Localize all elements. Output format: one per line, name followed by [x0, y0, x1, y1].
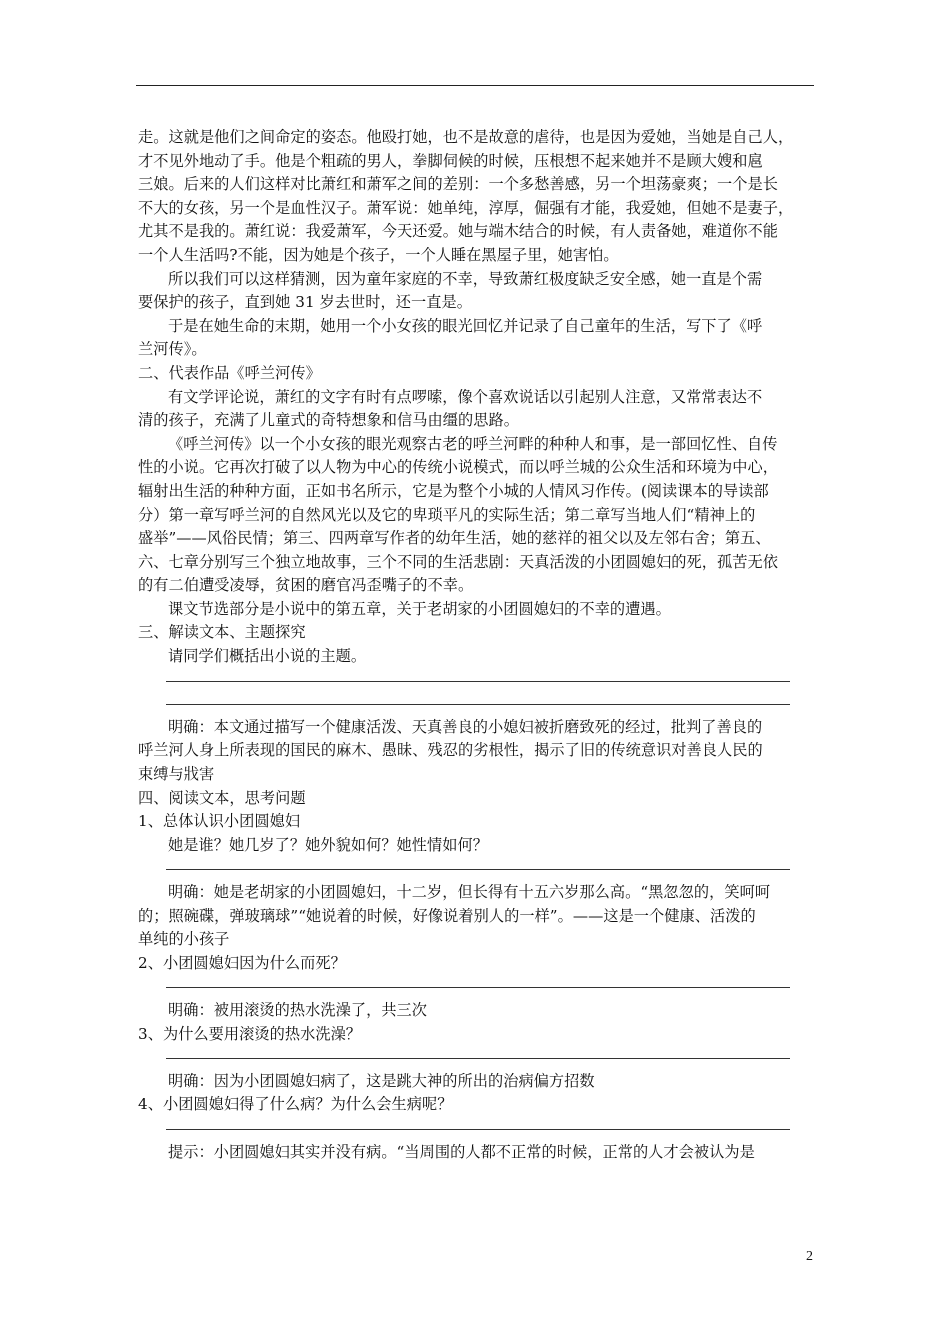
text-line: 性的小说。它再次打破了以人物为中心的传统小说模式，而以呼兰城的公众生活和环境为中心， — [138, 458, 778, 477]
text-line: 的有二伯遭受凌辱，贫困的磨官冯歪嘴子的不幸。 — [138, 576, 474, 595]
text-line: 4、小团圆媳妇得了什么病？为什么会生病呢？ — [138, 1095, 453, 1114]
text-line: 才不见外地动了手。他是个粗疏的男人，拳脚伺候的时候，压根想不起来她并不是顾大嫂和扈 — [138, 151, 763, 170]
answer-line — [138, 669, 824, 693]
text-line: 三、解读文本、主题探究 — [138, 623, 306, 642]
text-line: 提示：小团圆媳妇其实并没有病。“当周围的人都不正常的时候，正常的人才会被认为是 — [168, 1142, 755, 1161]
text-line: 3、为什么要用滚烫的热水洗澡？ — [138, 1024, 362, 1043]
text-line: 走。这就是他们之间命定的姿态。他殴打她，也不是故意的虐待，也是因为爱她，当她是自己人， — [138, 128, 794, 146]
text-line: 她是谁？她几岁了？她外貌如何？她性情如何？ — [168, 835, 488, 854]
text-line: 课文节选部分是小说中的第五章，关于老胡家的小团圆媳妇的不幸的遭遇。 — [168, 599, 671, 618]
text-line: 分）第一章写呼兰河的自然风光以及它的卑琐平凡的实际生活；第二章写当地人们“精神上的 — [138, 505, 756, 524]
text-line: 六、七章分别写三个独立地故事，三个不同的生活悲剧：天真活泼的小团圆媳妇的死，孤苦无依 — [138, 552, 778, 571]
text-line: 《呼兰河传》以一个小女孩的眼光观察古老的呼兰河畔的种种人和事，是一部回忆性、自传 — [168, 434, 778, 453]
text-line: 请同学们概括出小说的主题。 — [168, 647, 367, 666]
answer-line — [138, 1117, 824, 1141]
text-line: 二、代表作品《呼兰河传》 — [138, 363, 321, 382]
answer-line — [138, 692, 824, 716]
text-line: 不大的女孩，另一个是血性汉子。萧军说：她单纯，淳厚，倔强有才能，我爱她，但她不是妻子， — [138, 198, 794, 217]
header-rule — [136, 85, 814, 86]
text-line: 1、总体认识小团圆媳妇 — [138, 812, 301, 831]
text-line: 明确：被用滚烫的热水洗澡了，共三次 — [168, 1000, 428, 1019]
text-line: 单纯的小孩子 — [138, 930, 230, 949]
text-line: 四、阅读文本，思考问题 — [138, 788, 306, 807]
text-line: 三娘。后来的人们这样对比萧红和萧军之间的差别：一个多愁善感，另一个坦荡豪爽；一个是长 — [138, 175, 778, 194]
text-line: 要保护的孩子，直到她 31 岁去世时，还一直是。 — [138, 293, 472, 312]
text-line: 一个人生活吗?不能，因为她是个孩子，一个人睡在黑屋子里，她害怕。 — [138, 245, 619, 264]
text-line: 明确：本文通过描写一个健康活泼、天真善良的小媳妇被折磨致死的经过，批判了善良的 — [168, 717, 763, 736]
text-line: 呼兰河人身上所表现的国民的麻木、愚昧、残忍的劣根性，揭示了旧的传统意识对善良人民的 — [138, 741, 763, 760]
text-line: 兰河传》。 — [138, 340, 207, 359]
text-line: 明确：因为小团圆媳妇病了，这是跳大神的所出的治病偏方招数 — [168, 1071, 595, 1090]
text-line: 辐射出生活的种种方面，正如书名所示，它是为整个小城的人情风习作传。(阅读课本的导读部 — [138, 481, 769, 500]
document-body — [138, 126, 824, 1164]
text-line: 有文学评论说，萧红的文字有时有点啰嗦，像个喜欢说话以引起别人注意，又常常表达不 — [168, 387, 763, 406]
text-line: 的；照碗碟，弹玻璃球”“她说着的时候，好像说着别人的一样”。——这是一个健康、活泼的 — [138, 906, 756, 925]
answer-line — [138, 857, 824, 881]
text-line: 所以我们可以这样猜测，因为童年家庭的不幸，导致萧红极度缺乏安全感，她一直是个需 — [168, 269, 763, 288]
text-line: 明确：她是老胡家的小团圆媳妇，十二岁，但长得有十五六岁那么高。“黑忽忽的，笑呵呵 — [168, 883, 771, 901]
text-line: 束缚与戕害 — [138, 765, 215, 784]
answer-line — [138, 975, 824, 999]
answer-line — [138, 1046, 824, 1070]
text-line: 2、小团圆媳妇因为什么而死？ — [138, 953, 346, 972]
text-line: 盛举”——风俗民情；第三、四两章写作者的幼年生活，她的慈祥的祖父以及左邻右舍；第五、 — [138, 529, 771, 548]
text-line: 尤其不是我的。萧红说：我爱萧军，今天还爱。她与端木结合的时候，有人责备她，难道你不能 — [138, 222, 778, 241]
text-line: 于是在她生命的末期，她用一个小女孩的眼光回忆并记录了自己童年的生活，写下了《呼 — [168, 316, 763, 335]
page-number: 2 — [806, 1249, 813, 1264]
text-line: 清的孩子，充满了儿童式的奇特想象和信马由缰的思路。 — [138, 411, 519, 430]
